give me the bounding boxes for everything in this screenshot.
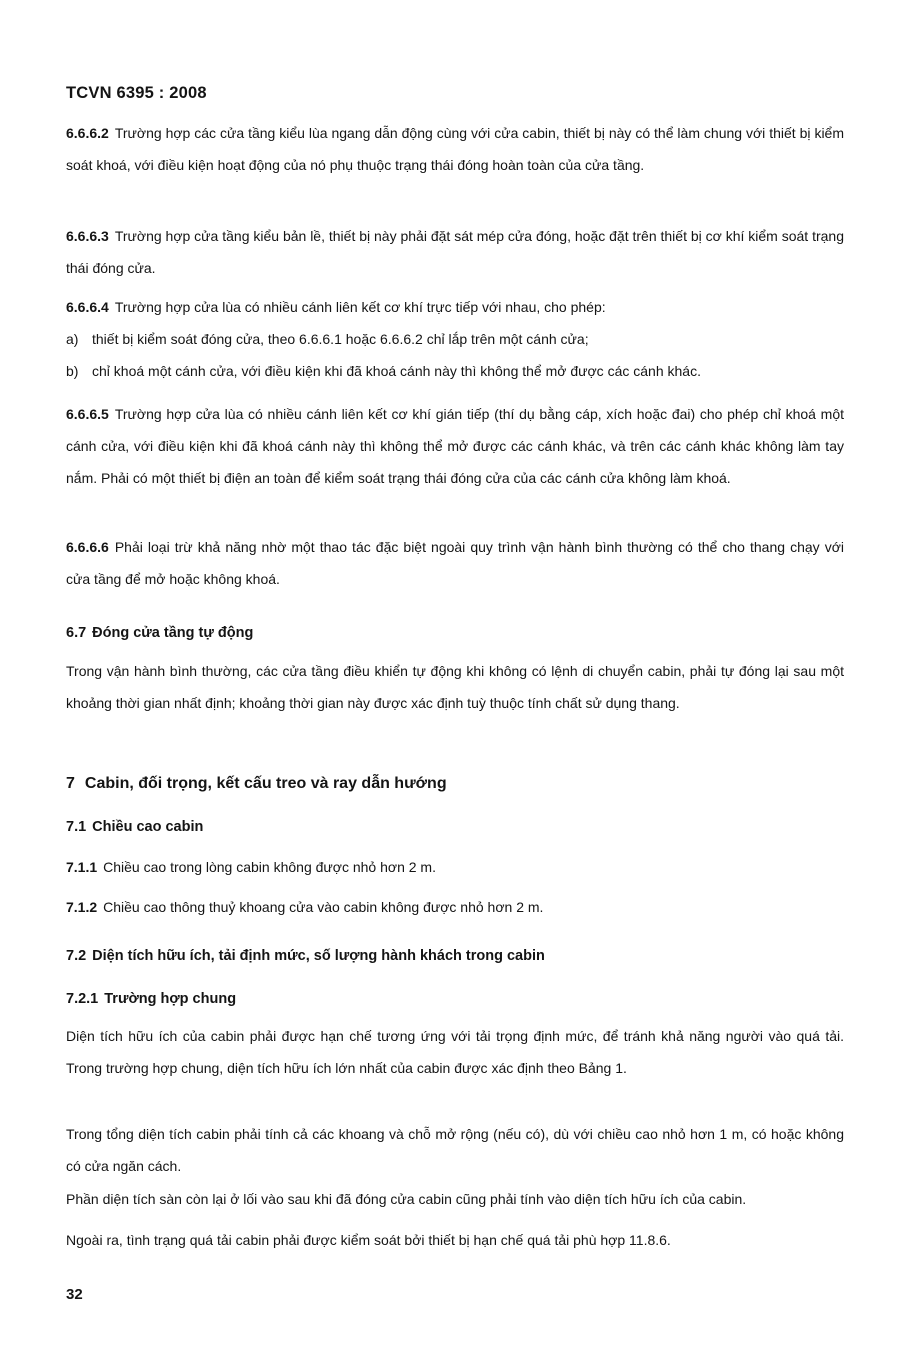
section-7-2-1-para-4 xyxy=(66,1224,844,1256)
clause-number: 7.1.2 xyxy=(66,899,98,915)
list-item-label: b) xyxy=(66,363,79,379)
section-title: Chiều cao cabin xyxy=(92,819,204,835)
clause-number: 6.6.6.3 xyxy=(66,228,109,244)
section-heading xyxy=(66,983,844,1015)
clause-text: Trường hợp cửa tầng kiểu bản lề, thiết bị này phải đặt sát mép cửa đóng, hoặc đặt trên thiết bị cơ khí kiểm soát trạng thái đóng cửa. xyxy=(66,228,844,276)
clause-6-6-6-6 xyxy=(66,531,844,595)
clause-text: Chiều cao thông thuỷ khoang cửa vào cabin không được nhỏ hơn 2 m. xyxy=(103,899,544,915)
clause-6-6-6-5 xyxy=(66,398,844,494)
section-title: Đóng cửa tầng tự động xyxy=(92,625,254,641)
section-number: 7.1 xyxy=(66,819,87,835)
paragraph: Ngoài ra, tình trạng quá tải cabin phải được kiểm soát bởi thiết bị hạn chế quá tải phù hợp 11.8.6. xyxy=(66,1232,671,1248)
clause-7-1-1 xyxy=(66,851,844,883)
clause-number: 6.6.6.4 xyxy=(66,299,109,315)
page-number: 32 xyxy=(66,1286,83,1303)
list-item xyxy=(66,355,844,387)
section-heading xyxy=(66,940,844,972)
paragraph: Trong vận hành bình thường, các cửa tầng điều khiển tự động khi không có lệnh di chuyển cabin, phải tự đóng lại sau một khoảng thời gian nhất định; khoảng thời gian này được xác định tuỳ thuộc tính chất sử dụng thang. xyxy=(66,663,844,711)
clause-text: Trường hợp các cửa tầng kiểu lùa ngang dẫn động cùng với cửa cabin, thiết bị này có thể làm chung với thiết bị kiểm soát khoá, với điều kiện hoạt động của nó phụ thuộc trạng thái đóng hoàn toàn của cửa tầng. xyxy=(66,125,844,173)
section-heading xyxy=(66,811,844,843)
section-number: 7.2 xyxy=(66,948,87,964)
clause-text: Chiều cao trong lòng cabin không được nhỏ hơn 2 m. xyxy=(103,859,436,875)
list-item-text: thiết bị kiểm soát đóng cửa, theo 6.6.6.1 hoặc 6.6.6.2 chỉ lắp trên một cánh cửa; xyxy=(92,331,589,347)
clause-7-1-2 xyxy=(66,891,844,923)
section-7 xyxy=(66,768,844,800)
section-7-2-1-para-1 xyxy=(66,1020,844,1084)
section-7-2 xyxy=(66,940,844,972)
clause-number: 6.6.6.6 xyxy=(66,539,109,555)
section-7-2-1-para-3 xyxy=(66,1183,844,1215)
section-number: 7.2.1 xyxy=(66,991,99,1007)
list-item-text: chỉ khoá một cánh cửa, với điều kiện khi đã khoá cánh này thì không thể mở được các cánh khác. xyxy=(92,363,701,379)
paragraph: Diện tích hữu ích của cabin phải được hạn chế tương ứng với tải trọng định mức, để tránh khả năng người vào quá tải. Trong trường hợp chung, diện tích hữu ích lớn nhất của cabin được xác định theo Bảng 1. xyxy=(66,1028,844,1076)
clause-6-6-6-2 xyxy=(66,117,844,181)
clause-text: Phải loại trừ khả năng nhờ một thao tác đặc biệt ngoài quy trình vận hành bình thường có thể cho thang chạy với cửa tầng để mở hoặc không khoá. xyxy=(66,539,844,587)
clause-6-6-6-3 xyxy=(66,220,844,284)
section-heading xyxy=(66,617,844,649)
list-item-label: a) xyxy=(66,331,79,347)
chapter-title: Cabin, đối trọng, kết cấu treo và ray dẫn hướng xyxy=(84,775,447,792)
clause-text: Trường hợp cửa lùa có nhiều cánh liên kết cơ khí trực tiếp với nhau, cho phép: xyxy=(114,299,606,315)
section-6-7 xyxy=(66,617,844,649)
paragraph: Phần diện tích sàn còn lại ở lối vào sau khi đã đóng cửa cabin cũng phải tính vào diện tích hữu ích của cabin. xyxy=(66,1191,747,1207)
section-7-1 xyxy=(66,811,844,843)
clause-text: Trường hợp cửa lùa có nhiều cánh liên kết cơ khí gián tiếp (thí dụ bằng cáp, xích hoặc đai) cho phép chỉ khoá một cánh cửa, với điều kiện khi đã khoá cánh này thì không thể mở được các cánh khác, và trên các cánh khác không làm tay nắm. Phải có một thiết bị điện an toàn để kiểm soát trạng thái đóng cửa của các cánh cửa không làm khoá. xyxy=(66,406,844,486)
clause-number: 6.6.6.2 xyxy=(66,125,109,141)
paragraph: Trong tổng diện tích cabin phải tính cả các khoang và chỗ mở rộng (nếu có), dù với chiều cao nhỏ hơn 1 m, có hoặc không có cửa ngăn cách. xyxy=(66,1126,844,1174)
section-number: 6.7 xyxy=(66,625,87,641)
standard-header: TCVN 6395 : 2008 xyxy=(66,84,207,102)
section-7-2-1 xyxy=(66,983,844,1015)
section-6-7-body xyxy=(66,655,844,719)
list-item xyxy=(66,323,844,355)
section-title: Diện tích hữu ích, tải định mức, số lượng hành khách trong cabin xyxy=(92,948,545,964)
clause-6-6-6-4 xyxy=(66,291,844,387)
clause-number: 7.1.1 xyxy=(66,859,98,875)
chapter-heading xyxy=(66,768,844,800)
chapter-number: 7 xyxy=(66,775,75,792)
section-title: Trường hợp chung xyxy=(104,991,237,1007)
section-7-2-1-para-2 xyxy=(66,1118,844,1182)
clause-number: 6.6.6.5 xyxy=(66,406,109,422)
